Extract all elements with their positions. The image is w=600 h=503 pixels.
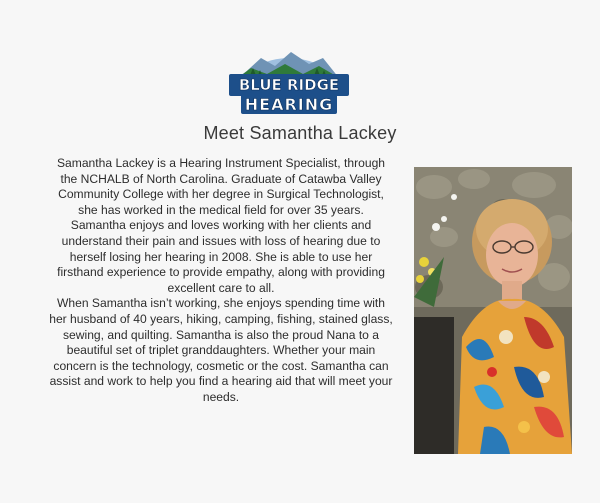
- mountain-logo-icon: [227, 44, 351, 116]
- bio-text: [48, 156, 394, 406]
- blue-ridge-hearing-logo: [227, 44, 351, 116]
- bio-paragraph: Samantha Lackey is a Hearing Instrument Specialist, through the NCHALB of North Carolina. Graduate of Catawba Valley Community College with her degree in Surgical Technologist, she has worked in the medical field for over 35 years.: [56, 156, 386, 217]
- portrait-image: [414, 167, 572, 454]
- portrait-photo: [414, 167, 572, 454]
- logo-line2: HEARING: [244, 95, 334, 114]
- page-title: Meet Samantha Lackey: [203, 123, 397, 143]
- bio-paragraph: Samantha enjoys and loves working with her clients and understand their pain and issues with loss of hearing due to herself losing her hearing in 2008. She is able to use her firsthand experience to provide empathy, along with providing excellent care to all.: [57, 218, 385, 295]
- bio-paragraph: When Samantha isn’t working, she enjoys spending time with her husband of 40 years, hiking, camping, fishing, stained glass, sewing, and quilting. Samantha is also the proud Nana to a beautiful set of triplet granddaughters. Whether your main concern is the technology, cosmetic or the cost. Samantha can assist and work to help you find a hearing aid that will meet your needs.: [49, 296, 393, 404]
- logo-line1: BLUE RIDGE: [238, 76, 340, 94]
